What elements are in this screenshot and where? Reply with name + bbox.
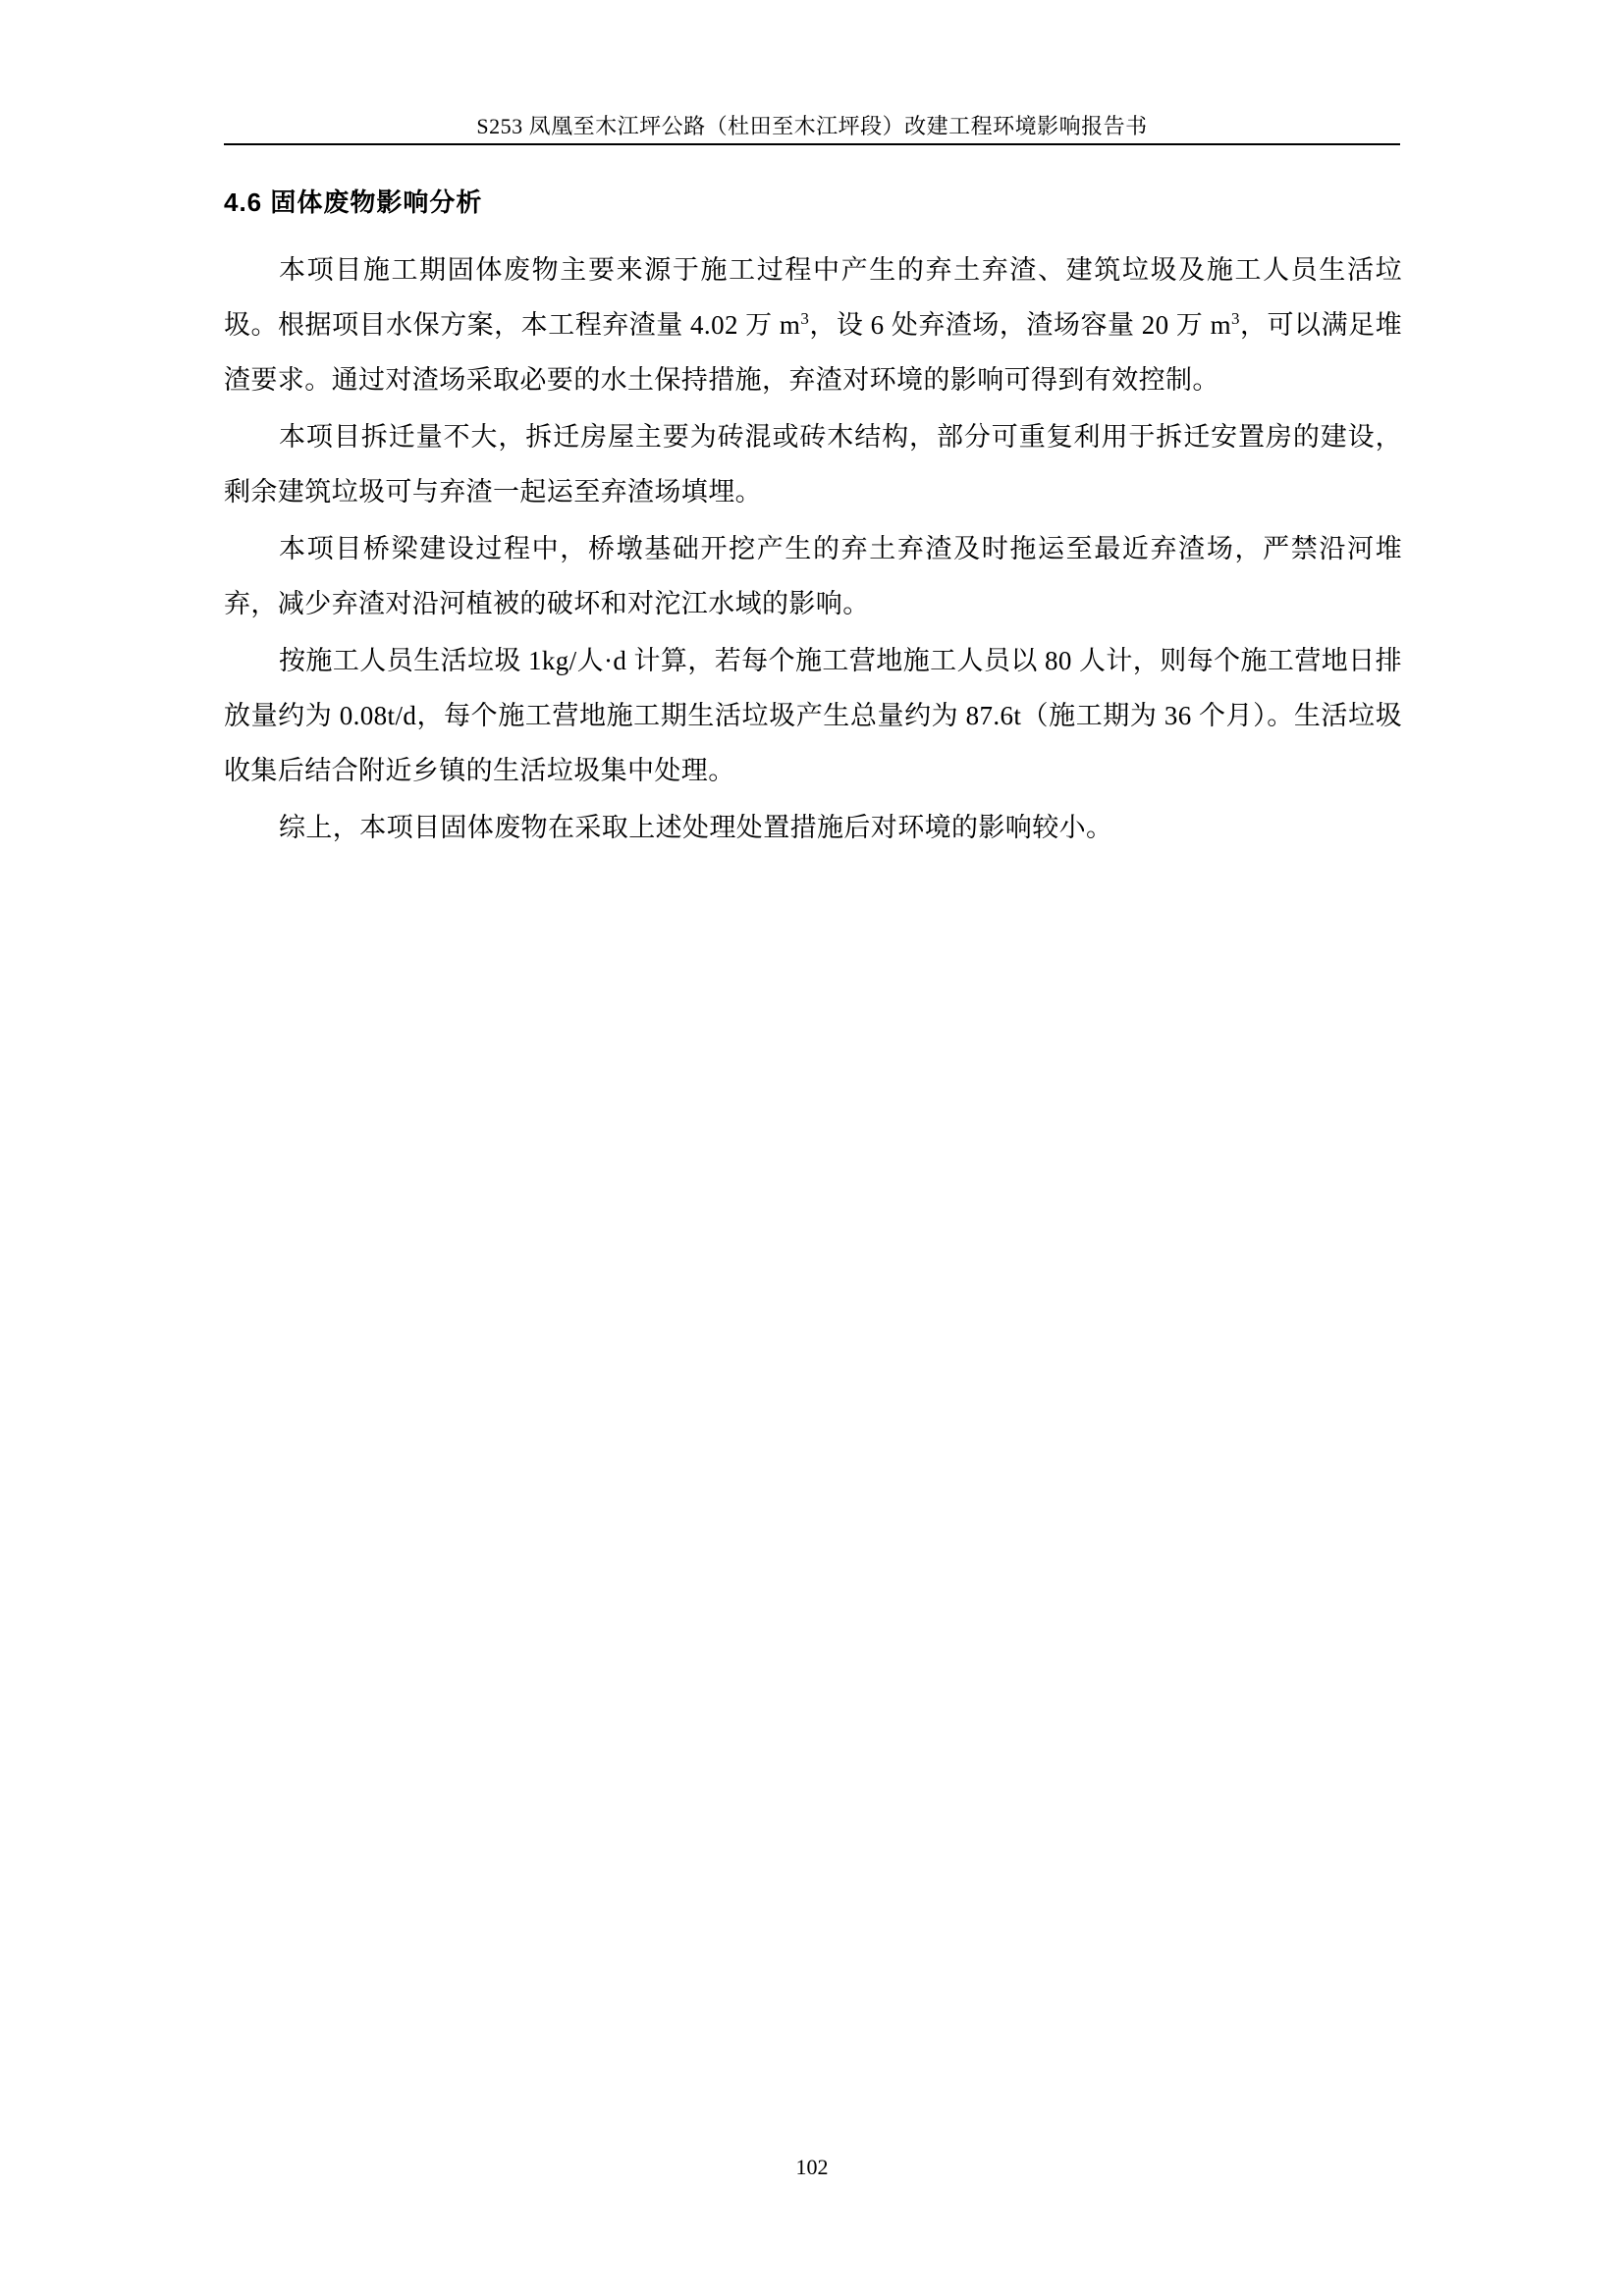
body-paragraph: 本项目施工期固体废物主要来源于施工过程中产生的弃土弃渣、建筑垃圾及施工人员生活垃圾。根据项目水保方案，本工程弃渣量 4.02 万 $m^3$，设 6 处弃渣场，渣场容量 20 万 $m^3$，可以满足堆渣要求。通过对渣场采取必要的水土保持措施，弃渣对环境的影响可得到有效控制。 [224, 255, 1403, 395]
body-paragraph: 本项目拆迁量不大，拆迁房屋主要为砖混或砖木结构，部分可重复利用于拆迁安置房的建设，剩余建筑垃圾可与弃渣一起运至弃渣场填埋。 [224, 422, 1402, 507]
paragraph-list [224, 242, 1402, 855]
superscript: 3 [1231, 309, 1240, 328]
section-title: 4.6 固体废物影响分析 [224, 187, 483, 217]
page-number: 102 [795, 2155, 829, 2179]
page-content [224, 183, 1402, 857]
superscript: 3 [800, 309, 810, 328]
body-paragraph: 本项目桥梁建设过程中，桥墩基础开挖产生的弃土弃渣及时拖运至最近弃渣场，严禁沿河堆弃，减少弃渣对沿河植被的破坏和对沱江水域的影响。 [224, 534, 1402, 618]
page-header: S253 凤凰至木江坪公路（杜田至木江坪段）改建工程环境影响报告书 [476, 114, 1148, 138]
header-divider [224, 143, 1400, 145]
body-paragraph: 综上，本项目固体废物在采取上述处理处置措施后对环境的影响较小。 [279, 813, 1113, 842]
body-paragraph: 按施工人员生活垃圾 1kg/人·d 计算，若每个施工营地施工人员以 80 人计，则每个施工营地日排放量约为 0.08t/d，每个施工营地施工期生活垃圾产生总量约为 87.6t（施工期为 36 个月）。生活垃圾收集后结合附近乡镇的生活垃圾集中处理。 [224, 646, 1402, 785]
